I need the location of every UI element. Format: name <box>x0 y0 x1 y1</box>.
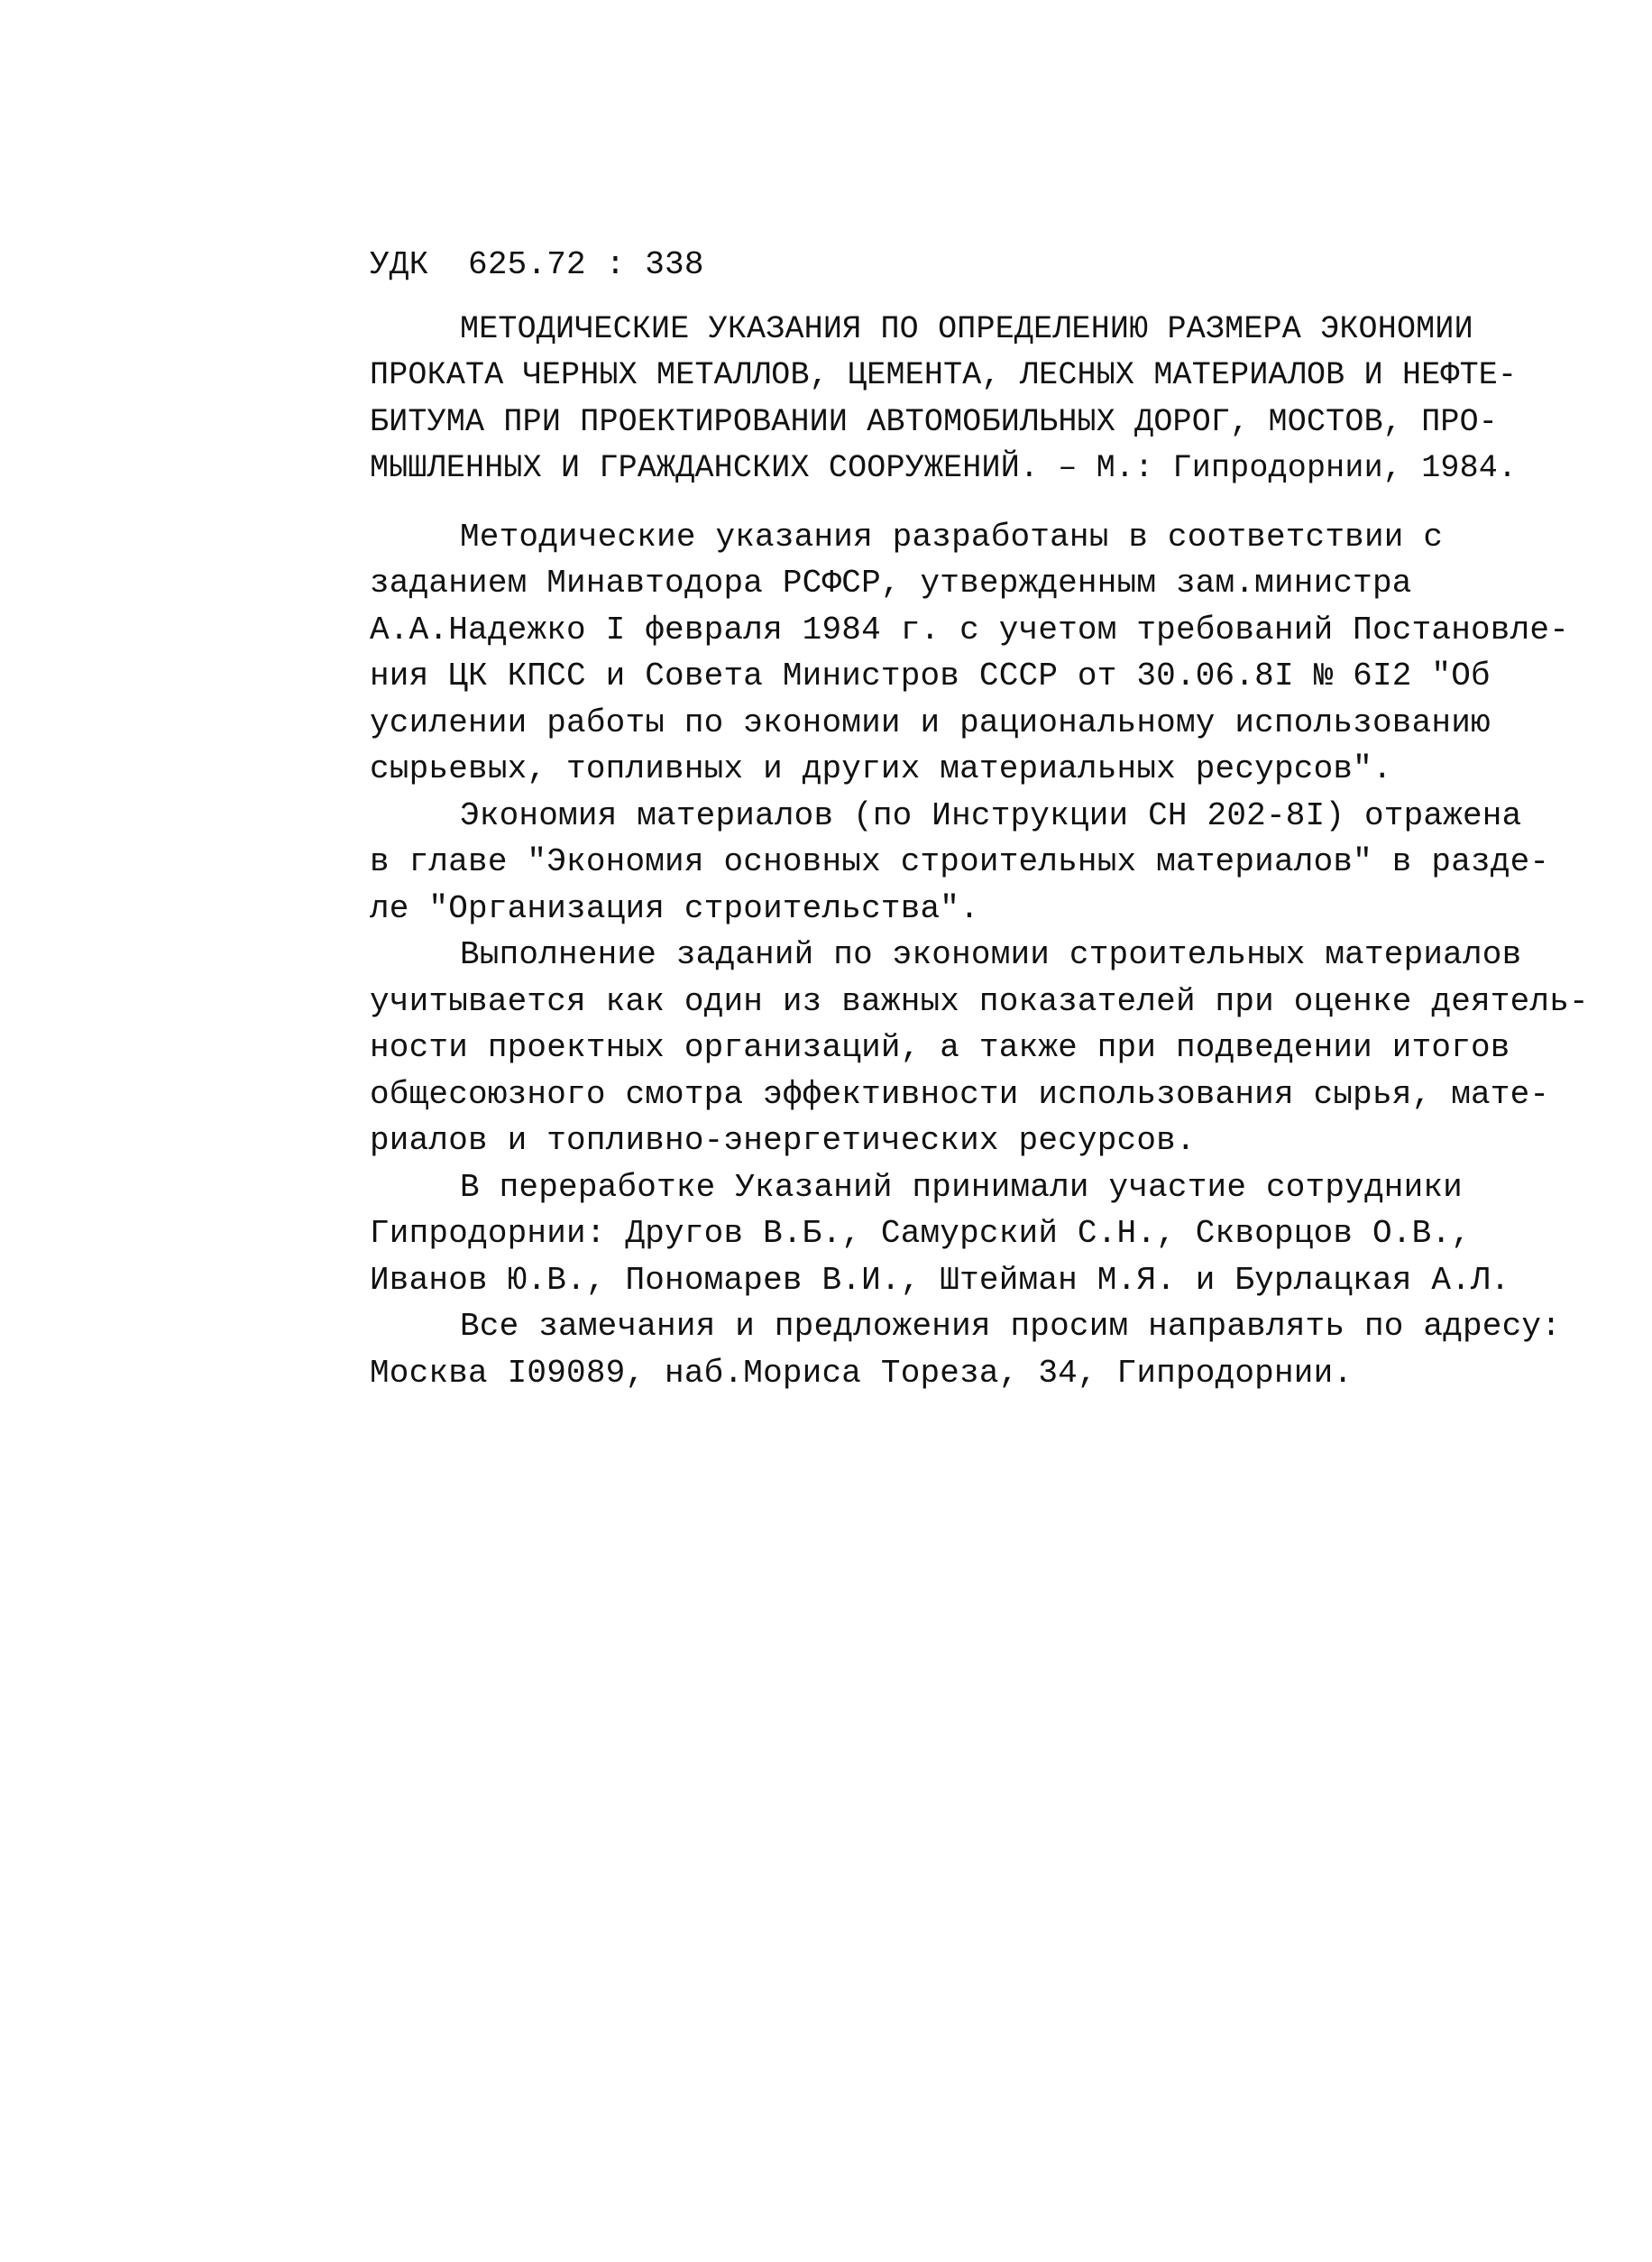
udc-line: УДК 625.72 : 338 <box>370 246 704 283</box>
paragraph-line: ности проектных организаций, а также при подведении итогов <box>370 1029 1510 1066</box>
paragraph-line: Методические указания разработаны в соответствии с <box>460 518 1444 556</box>
paragraph-line: Иванов Ю.В., Пономарев В.И., Штейман М.Я. и Бурлацкая А.Л. <box>370 1261 1510 1299</box>
address-line: Москва I09089, наб.Мориса Тореза, 34, Гипродорнии. <box>370 1354 1354 1392</box>
annotation-text <box>370 242 1589 1396</box>
spacer <box>370 289 1524 307</box>
spacer <box>370 492 1524 514</box>
paragraph-line: Гипродорнии: Другов В.Б., Самурский С.Н., Скворцов О.В., <box>370 1215 1471 1252</box>
paragraph-line: сырьевых, топливных и других материальных ресурсов". <box>370 750 1392 787</box>
paragraph-line: учитывается как один из важных показателей при оценке деятель- <box>370 982 1589 1020</box>
paragraph-tasks <box>370 932 1589 1164</box>
paragraph-line: Выполнение заданий по экономии строительных материалов <box>460 936 1522 973</box>
paragraph-line: общесоюзного смотра эффективности использования сырья, мате- <box>370 1075 1550 1113</box>
paragraph-line: Экономия материалов (по Инструкции СН 202-8I) отражена <box>460 796 1522 834</box>
title-line: БИТУМА ПРИ ПРОЕКТИРОВАНИИ АВТОМОБИЛЬНЫХ ДОРОГ, МОСТОВ, ПРО- <box>370 403 1499 440</box>
title-line: МЫШЛЕННЫХ И ГРАЖДАНСКИХ СООРУЖЕНИЙ. – М.: Гипродорнии, 1984. <box>370 450 1518 486</box>
paragraph-development <box>370 514 1570 793</box>
bibliographic-title <box>370 307 1524 492</box>
paragraph-line: заданием Минавтодора РСФСР, утвержденным зам.министра <box>370 565 1412 602</box>
paragraph-line: А.А.Надежко I февраля 1984 г. с учетом требований Постановле- <box>370 611 1570 648</box>
paragraph-line: в главе "Экономия основных строительных материалов" в разде- <box>370 843 1550 880</box>
paragraph-line: усилении работы по экономии и рациональному использованию <box>370 703 1491 741</box>
paragraph-line: Все замечания и предложения просим направлять по адресу: <box>460 1308 1561 1345</box>
paragraph-line: риалов и топливно-энергетических ресурсов. <box>370 1122 1196 1159</box>
title-line: ПРОКАТА ЧЕРНЫХ МЕТАЛЛОВ, ЦЕМЕНТА, ЛЕСНЫХ МАТЕРИАЛОВ И НЕФТЕ- <box>370 357 1518 393</box>
paragraph-contact <box>370 1303 1561 1396</box>
paragraph-line: ле "Организация строительства". <box>370 889 979 927</box>
paragraph-line: В переработке Указаний принимали участие сотрудники <box>460 1168 1463 1206</box>
paragraph-economy <box>370 793 1550 933</box>
paragraph-authors <box>370 1164 1524 1304</box>
title-line: МЕТОДИЧЕСКИЕ УКАЗАНИЯ ПО ОПРЕДЕЛЕНИЮ РАЗМЕРА ЭКОНОМИИ <box>460 310 1473 347</box>
paragraph-line: ния ЦК КПСС и Совета Министров СССР от 30.06.8I № 6I2 "Об <box>370 657 1491 694</box>
